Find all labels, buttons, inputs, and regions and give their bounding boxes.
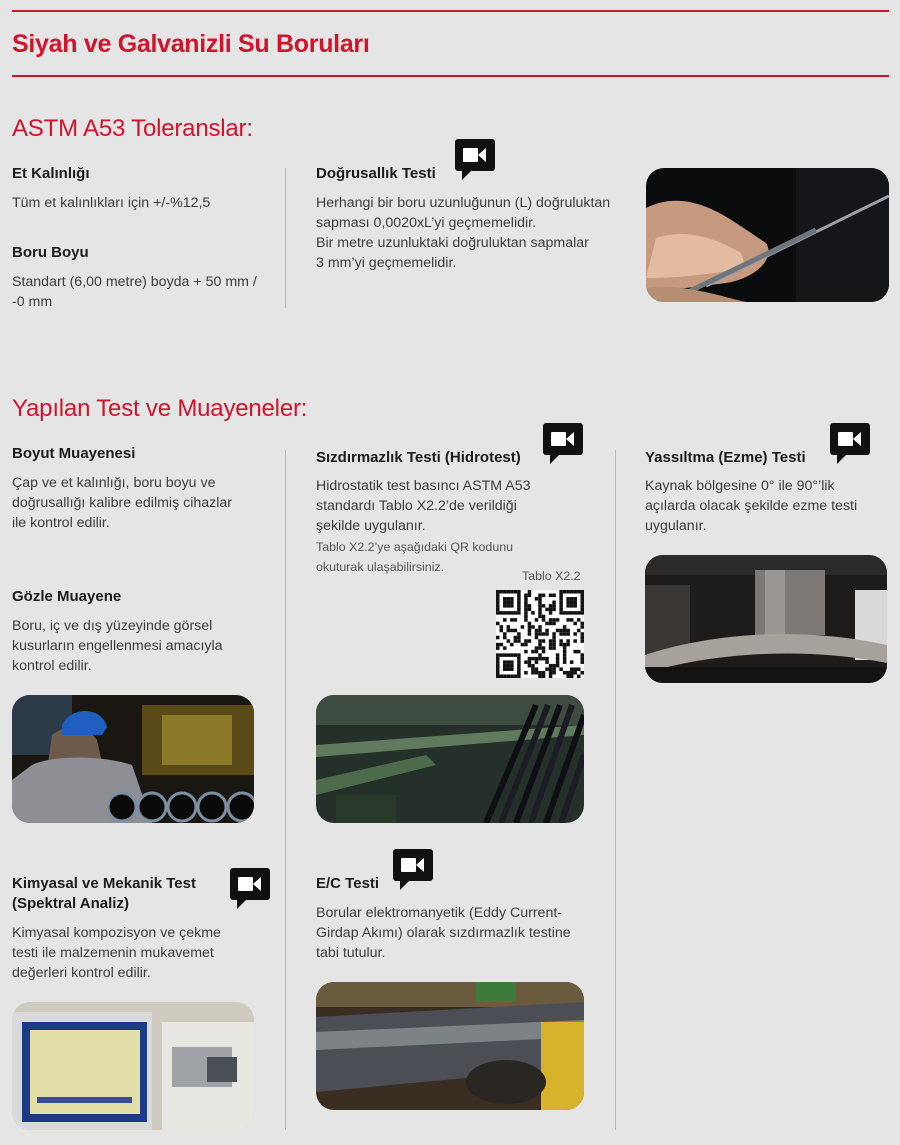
video-icon[interactable] [542, 422, 584, 464]
qr-code-icon [496, 590, 584, 678]
wall-thickness-heading: Et Kalınlığı [12, 165, 90, 182]
page-title: Siyah ve Galvanizli Su Boruları [12, 30, 370, 58]
visual-heading: Gözle Muayene [12, 588, 122, 605]
dimension-heading: Boyut Muayenesi [12, 445, 136, 462]
spectral-analysis-photo [12, 1002, 254, 1130]
flatten-heading: Yassıltma (Ezme) Testi [645, 449, 806, 466]
straightness-photo [646, 168, 889, 302]
hydro-text: Hidrostatik test basıncı ASTM A53 standardı Tablo X2.2’de verildiği şekilde uygulanır. [316, 478, 531, 534]
eddy-current-photo [316, 982, 584, 1110]
dimension-text: Çap ve et kalınlığı, boru boyu ve doğrusallığı kalibre edilmiş cihazlar ile kontrol edilir. [12, 475, 233, 531]
ec-text: Borular elektromanyetik (Eddy Current- Girdap Akımı) olarak sızdırmazlık testine tabi tutulur. [316, 905, 571, 961]
straightness-heading: Doğrusallık Testi [316, 165, 436, 182]
pipe-length-text: Standart (6,00 metre) boyda + 50 mm / -0 mm [12, 274, 257, 310]
video-icon[interactable] [392, 848, 434, 890]
top-rule [12, 10, 889, 12]
tolerances-title: ASTM A53 Toleranslar: [12, 115, 253, 142]
video-icon[interactable] [454, 138, 496, 180]
pipe-length-heading: Boru Boyu [12, 244, 89, 261]
column-divider-1 [285, 450, 286, 1130]
ec-heading: E/C Testi [316, 875, 380, 892]
flatten-text: Kaynak bölgesine 0° ile 90°’lik açılarda olacak şekilde ezme testi uygulanır. [645, 478, 858, 534]
wall-thickness-text: Tüm et kalınlıkları için +/-%12,5 [12, 195, 211, 211]
tests-title: Yapılan Test ve Muayeneler: [12, 395, 308, 422]
qr-caption: Tablo X2.2 [522, 569, 581, 583]
chemical-heading: Kimyasal ve Mekanik Test (Spektral Analiz) [12, 875, 196, 912]
video-icon[interactable] [229, 867, 271, 909]
visual-inspection-photo [12, 695, 254, 823]
video-icon[interactable] [829, 422, 871, 464]
qr-code[interactable] [496, 590, 584, 678]
flattening-test-photo [645, 555, 887, 683]
straightness-text: Herhangi bir boru uzunluğunun (L) doğruluktan sapması 0,0020xL’yi geçmemelidir. Bir metre uzunluktaki doğruluktan sapmalar 3 mm’yi geçmemelidir. [316, 195, 611, 271]
chemical-text: Kimyasal kompozisyon ve çekme testi ile malzemenin mukavemet değerleri kontrol edilir. [12, 925, 221, 981]
hydro-note: Tablo X2.2’ye aşağıdaki QR kodunu okuturak ulaşabilirsiniz. [316, 540, 513, 574]
hydrotest-photo [316, 695, 584, 823]
column-divider-2 [615, 450, 616, 1130]
hydro-heading: Sızdırmazlık Testi (Hidrotest) [316, 449, 521, 466]
visual-text: Boru, iç ve dış yüzeyinde görsel kusurların engellenmesi amacıyla kontrol edilir. [12, 618, 223, 674]
tolerance-divider [285, 168, 286, 308]
title-rule [12, 75, 889, 77]
